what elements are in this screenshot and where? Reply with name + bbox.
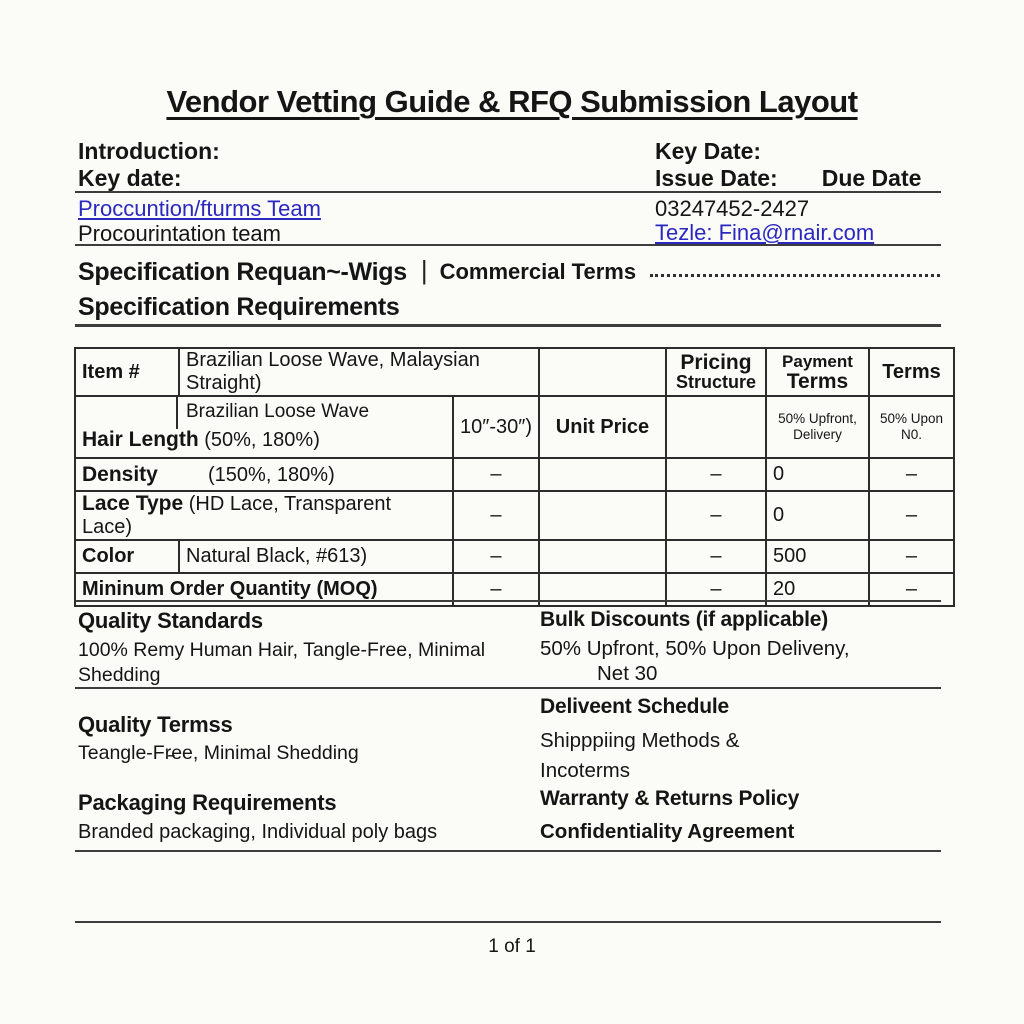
terms-header: Terms	[869, 348, 954, 396]
delivery-schedule-section	[540, 695, 940, 786]
quality-standards-heading: Quality Standards	[78, 608, 263, 633]
divider-line	[75, 324, 941, 327]
length-range-cell: 10″-30″)	[453, 396, 539, 458]
packaging-heading: Packaging Requirements	[78, 790, 337, 815]
warranty-heading: Warranty & Returns Policy	[540, 787, 800, 810]
divider-line	[75, 191, 941, 193]
quality-standards-section	[78, 608, 538, 688]
quality-terms-body: Teangle-Fr̵ee, Minimal Shedding	[78, 742, 359, 764]
warranty-section	[540, 787, 940, 844]
hair-value-top: Brazilian Loose Wave	[186, 401, 370, 422]
quality-terms-section	[78, 712, 538, 766]
header-left	[78, 138, 220, 192]
commercial-terms-heading: Commercial Terms	[439, 259, 637, 284]
spec-heading-line	[78, 255, 940, 287]
email-link-wrap	[655, 220, 874, 246]
due-date-label: Due Date	[821, 165, 922, 191]
payment-terms-detail: 50% Upfront, Delivery	[766, 396, 869, 458]
spec-requirements-heading: Specification Requirements	[78, 293, 400, 321]
divider-line	[75, 687, 941, 689]
color-label-cell: Color	[75, 540, 179, 573]
bulk-discounts-heading: Bulk Discounts (if applicable)	[540, 608, 829, 631]
dotted-leader	[650, 274, 940, 277]
quality-terms-heading: Quality Termss	[78, 712, 233, 737]
hair-label-line: Hair Length (50%, 180%)	[82, 428, 320, 451]
quality-standards-body: 100% Remy Human Hair, Tangle-Free, Minimal Shedding	[78, 639, 486, 686]
item-number-header: Item #	[75, 348, 179, 396]
bulk-discounts-section	[540, 608, 940, 686]
item-value-cell: Brazilian Loose Wave, Malaysian Straight)	[179, 348, 539, 396]
intro-label: Introduction:	[78, 138, 220, 164]
rfq-spec-table	[74, 347, 955, 607]
page-title-wrap	[0, 84, 1024, 120]
divider-line	[75, 600, 941, 602]
spec-requirements-wigs-heading: Specification Requan~-Wigs	[78, 258, 407, 286]
packaging-body: Branded packaging, Individual poly bags	[78, 821, 438, 843]
density-cell: Density (150%, 180%)	[75, 458, 453, 491]
header-right	[655, 138, 921, 192]
payment-terms-header: Payment Terms	[766, 348, 869, 396]
divider-line	[75, 921, 941, 923]
email-link[interactable]: Tezle: Fina@rnair.com	[655, 220, 875, 245]
delivery-schedule-body: Shipppiing Methods & Incoterms	[540, 729, 740, 782]
divider-line	[75, 244, 941, 246]
page-title: Vendor Vetting Guide & RFQ Submission Layout	[166, 84, 858, 119]
moq-cell: Mininum Order Quantity (MOQ)	[75, 573, 453, 606]
team-name: Procourintation team	[78, 221, 281, 246]
key-date-label: Key date:	[78, 165, 182, 191]
key-date-heading: Key Date:	[655, 138, 762, 164]
delivery-schedule-heading: Deliveent Schedule	[540, 695, 729, 718]
color-value-cell: Natural Black, #613)	[179, 540, 453, 573]
empty-header-cell	[539, 348, 666, 396]
table-row-density: Density (150%, 180%) – – 0 –	[75, 458, 954, 491]
table-row-color: Color Natural Black, #613) – – 500 –	[75, 540, 954, 573]
terms-detail: 50% Upon N0.	[869, 396, 954, 458]
heading-separator: |	[420, 255, 428, 285]
divider-line	[75, 850, 941, 852]
unit-price-header: Unit Price	[539, 396, 666, 458]
team-link-wrap	[78, 196, 321, 222]
page-number: 1 of 1	[488, 936, 536, 957]
issue-due-line	[655, 165, 921, 192]
packaging-section	[78, 790, 538, 845]
phone-number: 03247452-2427	[655, 196, 810, 221]
empty-cell	[666, 396, 766, 458]
hair-length-row	[75, 396, 954, 458]
hair-length-cell	[75, 396, 453, 458]
issue-date-label: Issue Date:	[655, 165, 778, 191]
bulk-discounts-body: 50% Upfront, 50% Upon Deliveny, Net 30	[540, 637, 850, 685]
table-row-lace-type: Lace Type (HD Lace, Transparent Lace) – – 0 –	[75, 491, 954, 540]
table-row-moq: Mininum Order Quantity (MOQ) – – 20 –	[75, 573, 954, 606]
procurement-team-link[interactable]: Proccuntion/fturms Team	[78, 196, 321, 221]
warranty-body: Confidentiality Agreement	[540, 820, 795, 843]
table-header-row-1	[75, 348, 954, 396]
pricing-structure-header: Pricing Structure	[666, 348, 766, 396]
lace-type-cell: Lace Type (HD Lace, Transparent Lace)	[75, 491, 453, 540]
